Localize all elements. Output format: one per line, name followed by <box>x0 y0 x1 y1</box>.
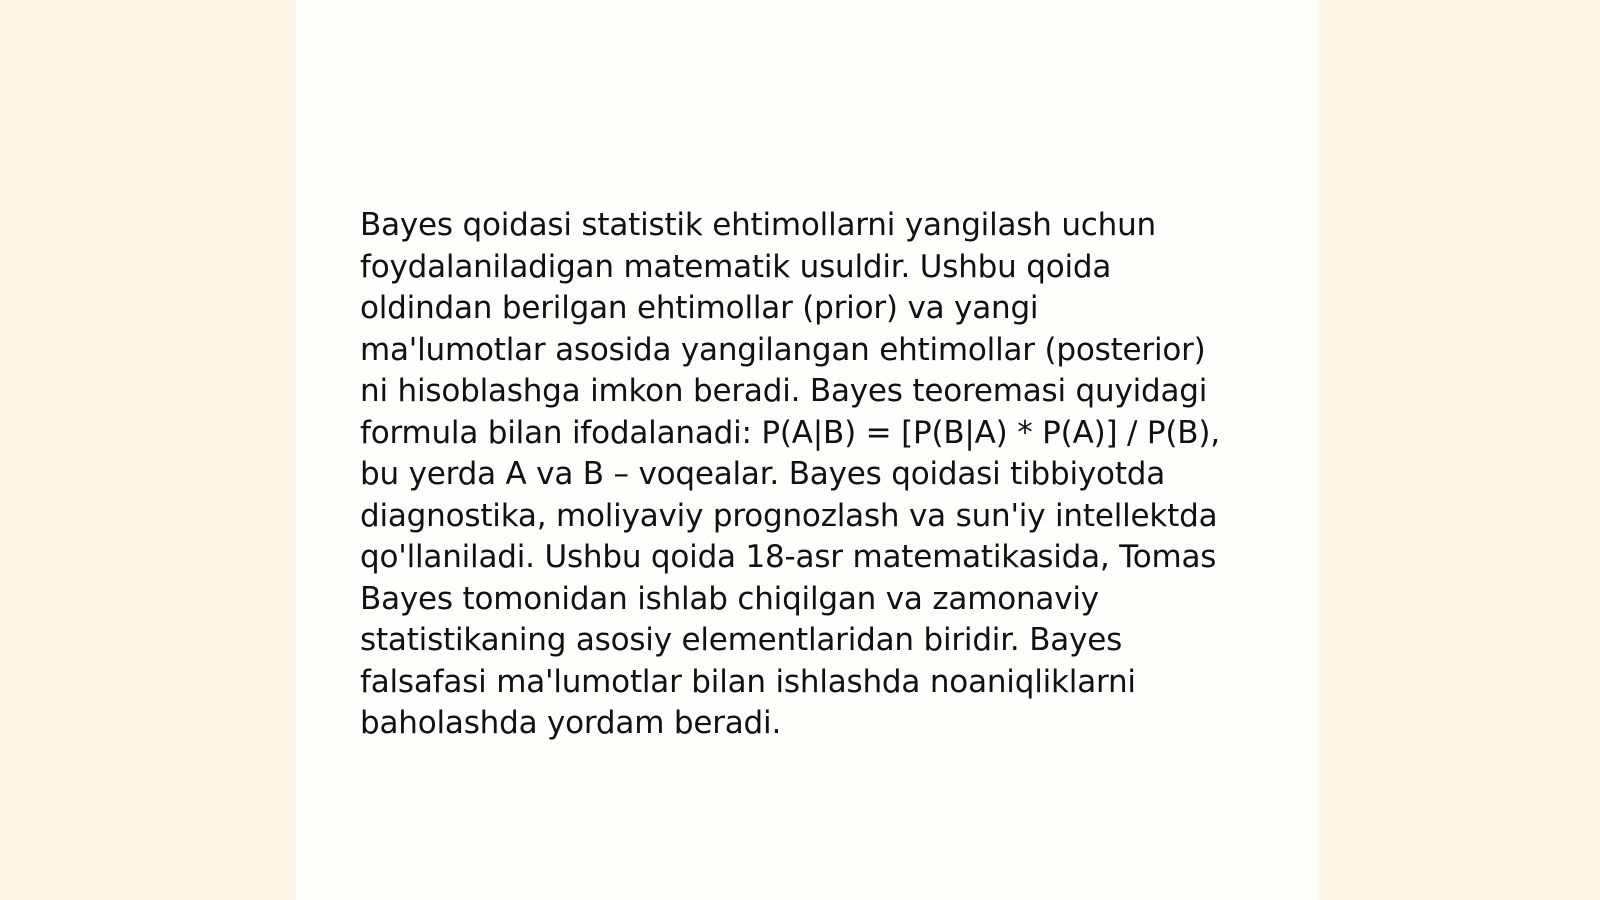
slide-area <box>296 0 1318 900</box>
body-text-paragraph: Bayes qoidasi statistik ehtimollarni yangilash uchun foydalaniladigan matematik usuldir. Ushbu qoida oldindan berilgan ehtimollar (prior) va yangi ma'lumotlar asosida yangilangan ehtimollar (posterior) ni hisoblashga imkon beradi. Bayes teoremasi quyidagi formula bilan ifodalanadi: P(A|B) = [P(B|A) * P(A)] / P(B), bu yerda A va B – voqealar. Bayes qoidasi tibbiyotda diagnostika, moliyaviy prognozlash va sun'iy intellektda qo'llaniladi. Ushbu qoida 18-asr matematikasida, Tomas Bayes tomonidan ishlab chiqilgan va zamonaviy statistikaning asosiy elementlaridan biridir. Bayes falsafasi ma'lumotlar bilan ishlashda noaniqliklarni baholashda yordam beradi. <box>360 207 1220 741</box>
